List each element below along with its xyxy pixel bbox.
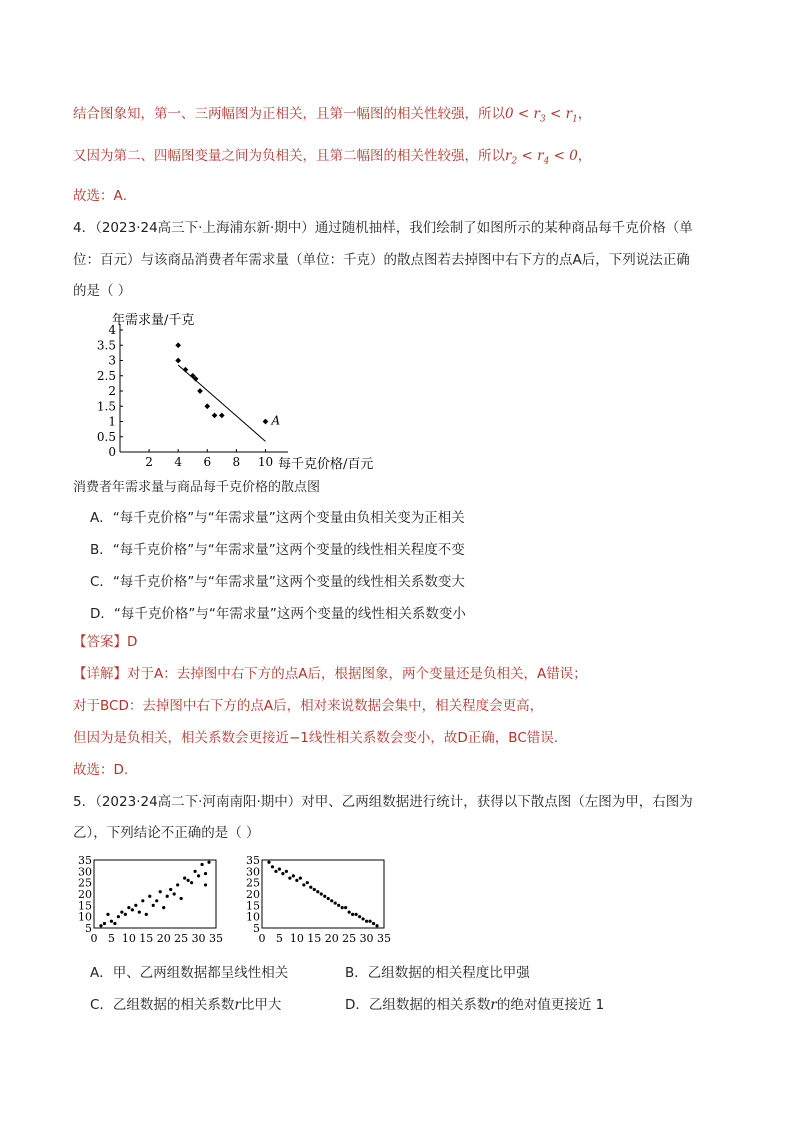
data-point xyxy=(341,906,344,909)
y-tick-label: 35 xyxy=(246,854,260,867)
x-tick-label: 0 xyxy=(258,932,266,945)
data-point xyxy=(358,915,361,918)
data-point xyxy=(361,917,364,920)
chart1-points xyxy=(175,342,280,441)
data-point xyxy=(159,890,162,893)
data-point xyxy=(368,920,371,923)
data-point xyxy=(327,897,330,900)
data-point xyxy=(106,913,109,916)
punct: ， xyxy=(577,106,592,122)
data-point xyxy=(131,908,134,911)
x-tick-label: 10 xyxy=(121,932,136,945)
y-tick-label: 15 xyxy=(246,899,260,913)
q4-option-b[interactable]: B．“每千克价格”与“年需求量”这两个变量的线性相关程度不变 xyxy=(90,542,465,558)
detail-text: 对于A：去掉图中右下方的点A后，根据图象，两个变量还是负相关，A错误； xyxy=(127,666,587,682)
q4-stem-line-3: 的是（ ） xyxy=(73,283,132,299)
y-tick-label: 20 xyxy=(246,888,260,901)
y-tick-label: 25 xyxy=(246,876,260,890)
data-point xyxy=(113,922,116,925)
q4-stem-line-2: 位：百元）与该商品消费者年需求量（单位：千克）的散点图若去掉图中右下方的点A后，下列说法正确 xyxy=(73,252,690,268)
data-point xyxy=(124,913,127,916)
data-point xyxy=(337,904,340,907)
q4-option-c[interactable]: C．“每千克价格”与“年需求量”这两个变量的线性相关系数变大 xyxy=(90,574,465,590)
x-tick-label: 10 xyxy=(257,455,274,469)
math-sub: 1 xyxy=(572,114,578,125)
data-point xyxy=(180,897,183,900)
plot-frame xyxy=(94,860,216,928)
data-point xyxy=(263,419,269,425)
y-tick-label: 5 xyxy=(253,922,260,935)
x-tick-label: 5 xyxy=(275,932,283,945)
data-point xyxy=(309,886,312,889)
data-point xyxy=(176,883,179,886)
data-point xyxy=(278,867,281,870)
option-c-post: 比甲大 xyxy=(240,997,282,1013)
data-point xyxy=(162,906,165,909)
q4-final: 故选：D. xyxy=(73,762,129,778)
solution-text: 又因为第二、四幅图变量之间为负相关，且第二幅图的相关性较强，所以 xyxy=(73,148,505,164)
y-tick-label: 5 xyxy=(85,922,92,935)
data-point xyxy=(99,924,102,927)
data-point xyxy=(299,877,302,880)
data-point xyxy=(219,413,225,419)
y-tick-label: 20 xyxy=(78,888,92,901)
data-point xyxy=(355,913,358,916)
data-point xyxy=(285,870,288,873)
chart1-xlabel: 每千克价格/百元 xyxy=(278,457,374,472)
data-point xyxy=(204,872,207,875)
data-point xyxy=(197,874,200,877)
solution-text: 结合图象知，第一、三两幅图为正相关，且第一幅图的相关性较强，所以 xyxy=(73,106,505,122)
solution-final: 故选：A． xyxy=(73,188,137,204)
data-point xyxy=(187,879,190,882)
data-point xyxy=(148,895,151,898)
y-tick-label: 3.5 xyxy=(96,338,116,353)
x-tick-label: 2 xyxy=(145,455,153,469)
data-point xyxy=(173,892,176,895)
y-tick-label: 1.5 xyxy=(96,399,116,414)
x-tick-label: 20 xyxy=(156,932,171,945)
x-tick-label: 25 xyxy=(342,932,357,945)
data-point xyxy=(281,872,284,875)
data-point xyxy=(175,342,181,348)
math-part: < xyxy=(545,106,566,122)
data-point xyxy=(134,904,137,907)
data-point xyxy=(127,906,130,909)
data-point xyxy=(175,358,181,364)
data-point xyxy=(320,892,323,895)
q4-detail-3: 但因为是负相关，相关系数会更接近−1线性相关系数会变小，故D正确，BC错误. xyxy=(73,730,559,746)
data-point xyxy=(204,403,210,409)
y-tick-label: 25 xyxy=(78,876,92,890)
y-tick-label: 4 xyxy=(108,323,116,337)
y-tick-label: 35 xyxy=(78,854,92,867)
solution-line-2 xyxy=(73,147,591,171)
data-point xyxy=(138,911,141,914)
data-point xyxy=(212,413,218,419)
math-part: < 0 xyxy=(549,148,578,164)
q5-option-d[interactable] xyxy=(345,993,604,1013)
data-point xyxy=(316,890,319,893)
data-point xyxy=(348,911,351,914)
math-var: r xyxy=(565,106,573,122)
y-tick-label: 0.5 xyxy=(96,429,116,444)
answer-value: D xyxy=(127,634,138,650)
math-sub: 3 xyxy=(539,114,546,125)
y-tick-label: 1 xyxy=(108,414,116,429)
math-sub: 4 xyxy=(543,156,550,167)
option-d-post: 的绝对值更接近 1 xyxy=(496,997,605,1013)
q5-scatter-yi xyxy=(238,852,398,948)
x-tick-label: 25 xyxy=(174,932,189,945)
data-point xyxy=(200,863,203,866)
chart1-ylabel: 年需求量/千克 xyxy=(112,313,195,328)
y-tick-label: 15 xyxy=(78,899,92,913)
data-point xyxy=(295,879,298,882)
option-d-var: r xyxy=(490,997,497,1013)
data-point xyxy=(267,861,270,864)
y-tick-label: 2 xyxy=(108,384,116,398)
data-point xyxy=(197,388,203,394)
data-point xyxy=(207,861,210,864)
data-point xyxy=(183,367,189,373)
data-point xyxy=(190,881,193,884)
data-point xyxy=(193,870,196,873)
x-tick-label: 8 xyxy=(232,455,241,469)
answer-tag: 【答案】 xyxy=(73,634,127,650)
data-point xyxy=(110,920,113,923)
inequality-r2-r4 xyxy=(505,148,578,167)
x-tick-label: 30 xyxy=(191,932,206,945)
data-point xyxy=(288,877,291,880)
q4-chart-caption: 消费者年需求量与商品每千克价格的散点图 xyxy=(73,480,321,495)
q5-scatter-jia xyxy=(70,852,230,948)
x-tick-label: 4 xyxy=(174,455,183,469)
chart1-y-ticks xyxy=(97,323,123,459)
q5-option-b[interactable]: B．乙组数据的相关程度比甲强 xyxy=(345,965,530,981)
q4-option-a[interactable]: A．“每千克价格”与“年需求量”这两个变量由负相关变为正相关 xyxy=(90,510,465,526)
y-tick-label: 0 xyxy=(108,445,116,459)
data-point xyxy=(204,883,207,886)
point-label: A xyxy=(271,413,281,428)
data-point xyxy=(375,924,378,927)
data-point xyxy=(169,888,172,891)
data-point xyxy=(271,865,274,868)
data-point xyxy=(117,915,120,918)
data-point xyxy=(152,904,155,907)
x-tick-label: 15 xyxy=(307,932,322,945)
q5-option-c[interactable] xyxy=(90,993,281,1013)
data-point xyxy=(166,895,169,898)
option-d-pre: D．乙组数据的相关系数 xyxy=(345,997,491,1013)
math-var: r xyxy=(505,148,512,164)
y-tick-label: 2.5 xyxy=(96,368,116,383)
q5-stem-line-1: 5．（2023·24高二下·河南南阳·期中）对甲、乙两组数据进行统计，获得以下散点图（左图为甲，右图为 xyxy=(73,794,693,810)
q4-detail-1 xyxy=(73,665,587,683)
option-c-pre: C．乙组数据的相关系数 xyxy=(90,997,235,1013)
x-tick-label: 5 xyxy=(107,932,115,945)
data-point xyxy=(183,877,186,880)
math-sub: 2 xyxy=(511,156,518,167)
data-point xyxy=(306,881,309,884)
x-tick-label: 35 xyxy=(209,932,223,945)
x-tick-label: 20 xyxy=(324,932,339,945)
data-point xyxy=(365,920,368,923)
data-point xyxy=(141,899,144,902)
detail-tag: 【详解】 xyxy=(73,666,127,682)
data-point xyxy=(302,883,305,886)
x-tick-label: 30 xyxy=(359,932,374,945)
math-var: r xyxy=(537,148,544,164)
data-point xyxy=(120,911,123,914)
punct: ， xyxy=(577,148,592,164)
x-tick-label: 10 xyxy=(289,932,304,945)
data-point xyxy=(313,888,316,891)
q4-stem-line-1: 4．（2023·24高三下·上海浦东新·期中）通过随机抽样，我们绘制了如图所示的某种商品每千克价格（单 xyxy=(73,220,693,236)
data-point xyxy=(155,899,158,902)
y-tick-label: 30 xyxy=(78,865,92,879)
x-tick-label: 6 xyxy=(203,455,212,469)
option-c-var: r xyxy=(234,997,241,1013)
data-point xyxy=(323,895,326,898)
y-tick-label: 10 xyxy=(78,910,92,924)
y-tick-label: 3 xyxy=(108,353,116,368)
q5-stem-line-2: 乙），下列结论不正确的是（ ） xyxy=(73,825,260,841)
data-point xyxy=(330,899,333,902)
x-tick-label: 15 xyxy=(139,932,154,945)
data-point xyxy=(351,913,354,916)
inequality-r3-r1 xyxy=(505,106,578,125)
q5-option-a[interactable]: A．甲、乙两组数据都呈线性相关 xyxy=(90,965,289,981)
solution-line-1 xyxy=(73,105,591,129)
data-point xyxy=(292,874,295,877)
q4-detail-2: 对于BCD：去掉图中右下方的点A后，相对来说数据会集中，相关程度会更高， xyxy=(73,698,544,714)
math-var: r xyxy=(533,106,540,122)
data-point xyxy=(103,922,106,925)
q4-answer xyxy=(73,633,137,651)
data-point xyxy=(145,913,148,916)
y-tick-label: 10 xyxy=(246,910,260,924)
x-tick-label: 35 xyxy=(377,932,391,945)
y-tick-label: 30 xyxy=(246,865,260,879)
math-part: < xyxy=(517,148,538,164)
math-part: 0 < xyxy=(505,106,534,122)
data-point xyxy=(372,922,375,925)
data-point xyxy=(334,901,337,904)
q4-scatter-chart xyxy=(80,306,390,476)
x-tick-label: 0 xyxy=(90,932,98,945)
data-point xyxy=(344,906,347,909)
data-point xyxy=(274,870,277,873)
q4-option-d[interactable]: D．“每千克价格”与“年需求量”这两个变量的线性相关系数变小 xyxy=(90,606,466,622)
